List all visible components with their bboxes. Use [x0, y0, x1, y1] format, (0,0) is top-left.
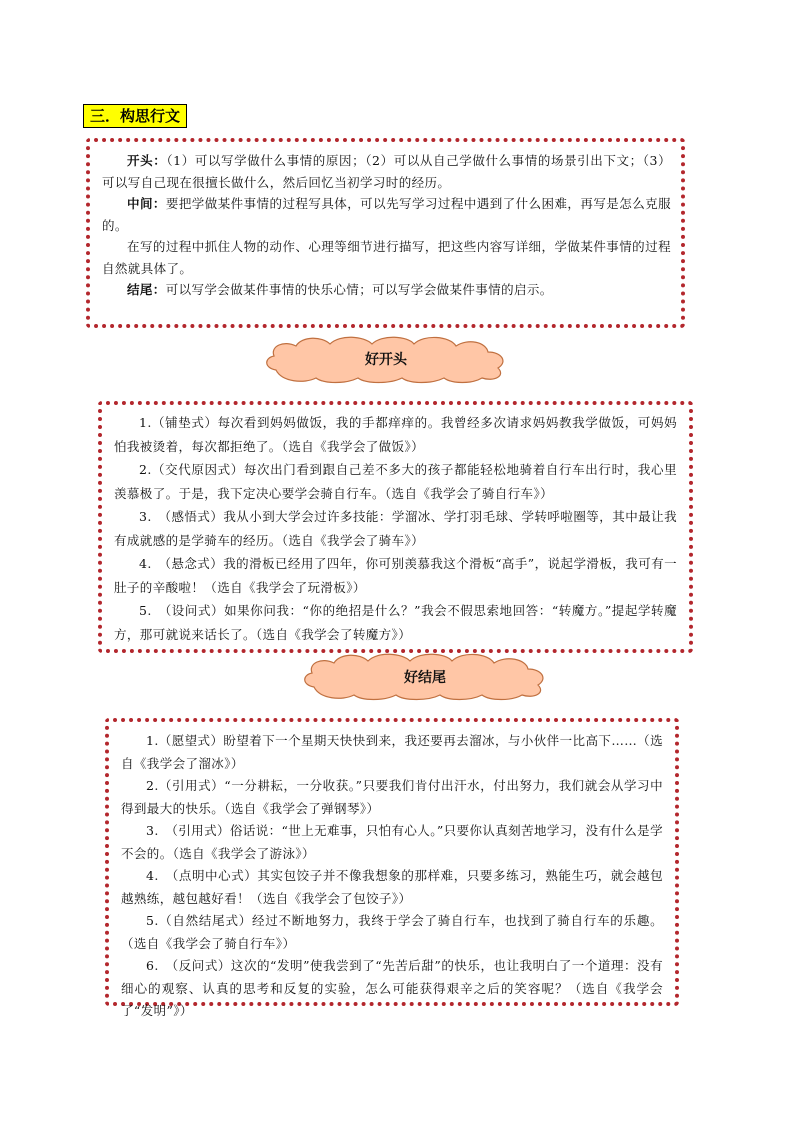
outline-detail: 在写的过程中抓住人物的动作、心理等细节进行描写，把这些内容写详细，学做某件事情的过程自然就具体了。 — [102, 239, 671, 276]
ending-text: 可以写学会做某件事情的快乐心情；可以写学会做某件事情的启示。 — [165, 282, 553, 297]
ending-label: 结尾： — [127, 282, 166, 297]
good-ending-title: 好结尾 — [404, 670, 446, 686]
opening-item: 5. （设问式）如果你问我：“你的绝招是什么？”我会不假思索地回答：“转魔方。”提起学转魔方，那可就说来话长了。（选自《我学会了转魔方》） — [114, 603, 677, 642]
outline-middle — [102, 193, 671, 236]
ending-item: 2.（引用式）“一分耕耘，一分收获。”只要我们肯付出汗水，付出努力，我们就会从学习中得到最大的快乐。（选自《我学会了弹钢琴》） — [121, 778, 663, 816]
opening-text: （1）可以写学做什么事情的原因；（2）可以从自己学做什么事情的场景引出下文；（3）可以写自己现在很擅长做什么，然后回忆当初学习时的经历。 — [102, 153, 672, 190]
opening-item: 3. （感悟式）我从小到大学会过许多技能：学溜冰、学打羽毛球、学转呼啦圈等，其中最让我有成就感的是学骑车的经历。（选自《我学会了骑车》） — [114, 509, 677, 548]
good-ending-cloud — [300, 653, 550, 701]
ending-item: 1.（愿望式）盼望着下一个星期天快快到来，我还要再去溜冰，与小伙伴一比高下……（选自《我学会了溜冰》） — [121, 733, 663, 771]
section-title: 三．构思行文 — [83, 104, 187, 128]
ending-item: 3. （引用式）俗话说：“世上无难事，只怕有心人。”只要你认真刻苦地学习，没有什么是学不会的。（选自《我学会了游泳》） — [121, 823, 663, 861]
opening-item: 4. （悬念式）我的滑板已经用了四年，你可别羡慕我这个滑板“高手”，说起学滑板，我可有一肚子的辛酸啦！（选自《我学会了玩滑板》） — [114, 556, 677, 595]
middle-text: 要把学做某件事情的过程写具体，可以先写学习过程中遇到了什么困难，再写是怎么克服的。 — [102, 196, 672, 233]
opening-label: 开头： — [127, 153, 167, 168]
good-endings-box — [105, 718, 679, 1018]
outline-box — [86, 138, 685, 328]
ending-item: 5.（自然结尾式）经过不断地努力，我终于学会了骑自行车，也找到了骑自行车的乐趣。（选自《我学会了骑自行车》） — [121, 913, 663, 951]
good-opening-cloud — [262, 334, 510, 384]
middle-label: 中间： — [127, 196, 166, 211]
good-openings-box — [98, 401, 693, 653]
outline-ending — [102, 279, 671, 301]
ending-item: 4. （点明中心式）其实包饺子并不像我想象的那样难，只要多练习，熟能生巧，就会越包越熟练，越包越好看！（选自《我学会了包饺子》） — [121, 868, 663, 906]
good-opening-title: 好开头 — [365, 352, 407, 368]
outline-opening — [102, 150, 671, 193]
opening-item: 2.（交代原因式）每次出门看到跟自己差不多大的孩子都能轻松地骑着自行车出行时，我心里羡慕极了。于是，我下定决心要学会骑自行车。（选自《我学会了骑自行车》） — [114, 462, 677, 501]
ending-item: 6. （反问式）这次的“发明”使我尝到了“先苦后甜”的快乐，也让我明白了一个道理：没有细心的观察、认真的思考和反复的实验，怎么可能获得艰辛之后的笑容呢？（选自《我学会了“发明”》） — [121, 958, 663, 1018]
opening-item: 1.（铺垫式）每次看到妈妈做饭，我的手都痒痒的。我曾经多次请求妈妈教我学做饭，可妈妈怕我被烫着，每次都拒绝了。（选自《我学会了做饭》） — [114, 415, 677, 454]
